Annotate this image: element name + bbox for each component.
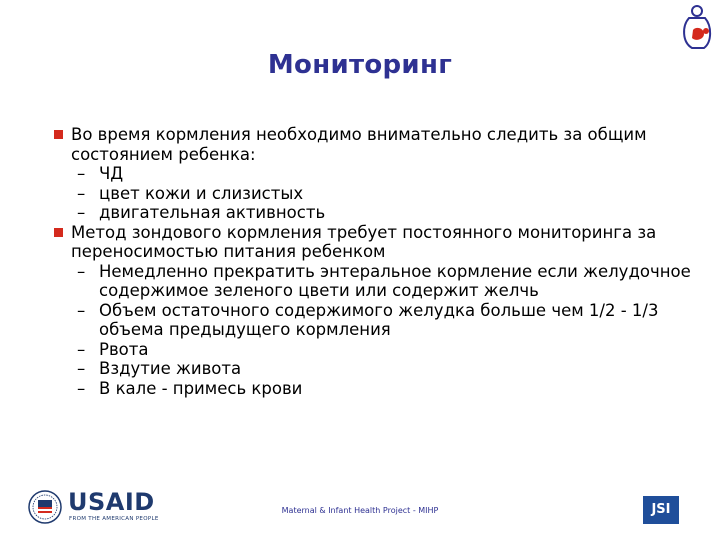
bullet-list — [50, 125, 700, 398]
sub-list-item — [50, 184, 700, 204]
dash-icon: – — [77, 339, 86, 359]
dash-icon: – — [77, 261, 86, 281]
dash-icon: – — [77, 183, 86, 203]
sub-list-item-text: В кале - примесь крови — [99, 378, 303, 398]
sub-list-item — [50, 203, 700, 223]
bullet-square-icon — [54, 130, 63, 139]
sub-list-item-text: ЧД — [99, 164, 124, 183]
sub-list-item-text: Объем остаточного содержимого желудка больше чем 1/2 - 1/3 объема предыдущего кормления — [99, 300, 659, 339]
sub-list-item-text: Вздутие живота — [99, 359, 242, 378]
list-item — [50, 223, 700, 262]
sub-list-item — [50, 262, 700, 301]
sub-list-item-text: Немедленно прекратить энтеральное кормление если желудочное содержимое зеленого цвети или содержит желчь — [99, 261, 691, 300]
sub-list-item-text: цвет кожи и слизистых — [99, 183, 304, 203]
footer-project-name: Maternal & Infant Health Project - MIHP — [281, 506, 439, 515]
dash-icon: – — [77, 203, 86, 222]
list-item — [50, 125, 700, 164]
dash-icon: – — [77, 359, 86, 378]
sub-list-item — [50, 301, 700, 340]
sub-list-item — [50, 359, 700, 379]
sub-list-item — [50, 164, 700, 184]
sub-list-item — [50, 379, 700, 399]
mother-child-logo-icon — [678, 4, 716, 50]
list-item-text: Метод зондового кормления требует постоянного мониторинга за переносимостью питания ребенком — [71, 222, 657, 261]
dash-icon: – — [77, 164, 86, 183]
sub-list-item-text: Рвота — [99, 339, 149, 359]
sub-list-item-text: двигательная активность — [99, 203, 326, 222]
sub-list-item — [50, 340, 700, 360]
dash-icon: – — [77, 378, 86, 398]
dash-icon: – — [77, 300, 86, 320]
jsi-logo-icon: JSI — [643, 496, 679, 524]
usaid-wordmark: USAID — [68, 488, 155, 516]
slide-title: Мониторинг — [267, 50, 453, 80]
usaid-tagline: FROM THE AMERICAN PEOPLE — [69, 516, 159, 522]
bullet-square-icon — [54, 228, 63, 237]
list-item-text: Во время кормления необходимо внимательно следить за общим состоянием ребенка: — [71, 125, 647, 164]
